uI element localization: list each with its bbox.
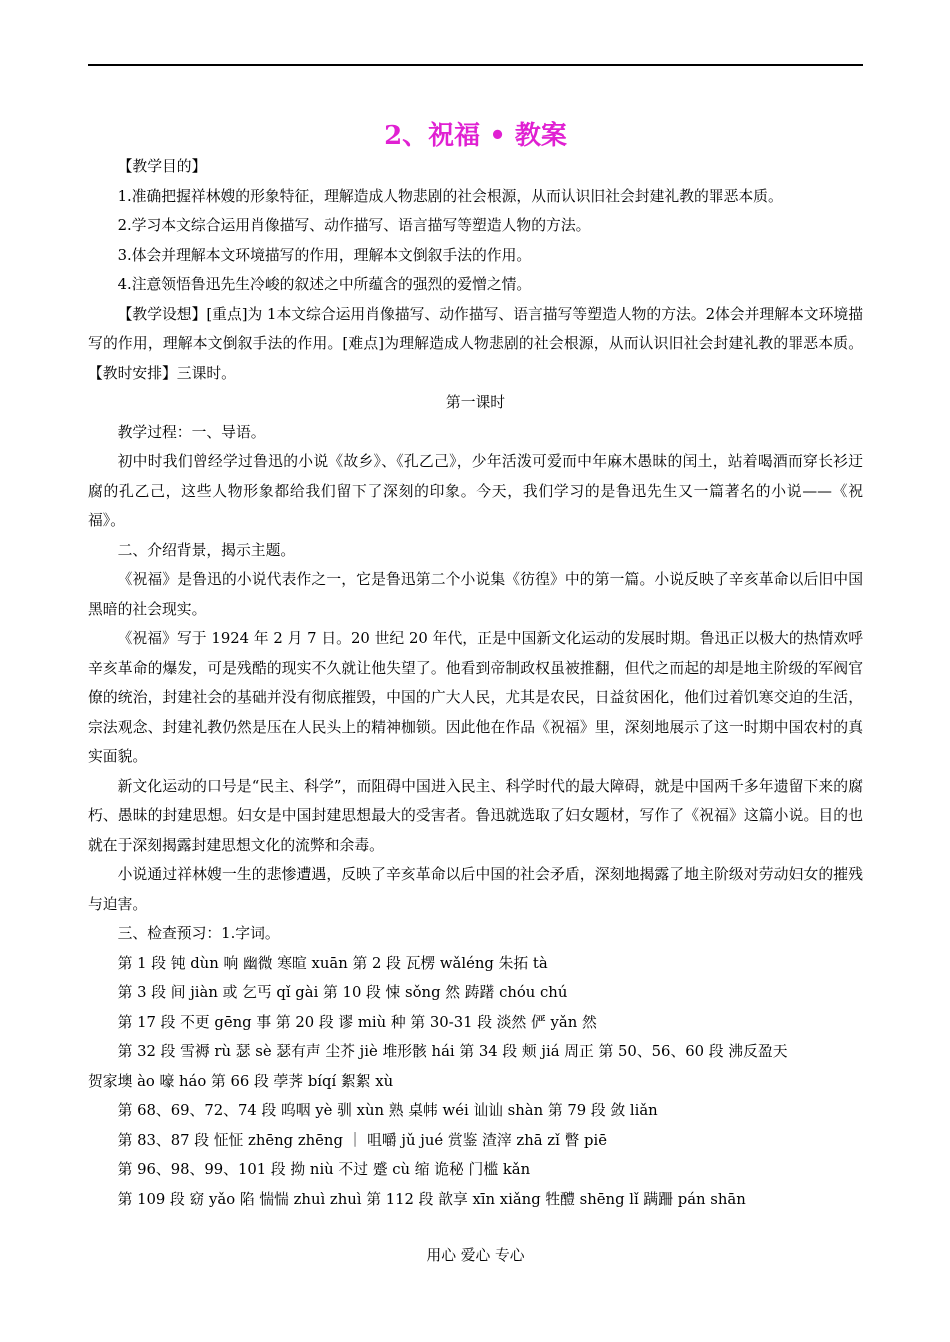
section-heading-objectives: 【教学目的】 [117, 158, 207, 175]
background-paragraph-1: 《祝福》是鲁迅的小说代表作之一，它是鲁迅第二个小说集《彷徨》中的第一篇。小说反映了辛亥革命以后旧中国黑暗的社会现实。 [88, 571, 863, 618]
vocab-line: 第 1 段 钝 dùn 响 幽微 寒暄 xuān 第 2 段 瓦楞 wǎléng 朱拓 tà [117, 954, 548, 972]
objective-4: 4.注意领悟鲁迅先生冷峻的叙述之中所蕴含的强烈的爱憎之情。 [117, 276, 532, 293]
vocab-line: 第 17 段 不更 gēng 事 第 20 段 谬 miù 种 第 30-31 段 淡然 俨 yǎn 然 [117, 1013, 597, 1031]
document-body [88, 152, 863, 1214]
background-heading: 二、介绍背景，揭示主题。 [117, 541, 296, 559]
teaching-design-paragraph: 【教学设想】[重点]为 1本文综合运用肖像描写、动作描写、语言描写等塑造人物的方法。2体会并理解本文环境描写的作用，理解本文倒叙手法的作用。[难点]为理解造成人物悲剧的社会根源，从而认识旧社会封建礼教的罪恶本质。【教时安排】三课时。 [88, 305, 863, 382]
objective-2: 2.学习本文综合运用肖像描写、动作描写、语言描写等塑造人物的方法。 [117, 217, 591, 234]
objective-3: 3.体会并理解本文环境描写的作用，理解本文倒叙手法的作用。 [117, 246, 532, 264]
vocab-line: 贺家墺 ào 嚎 háo 第 66 段 荸荠 bíqí 絮絮 xù [88, 1072, 394, 1090]
lesson-heading: 第一课时 [445, 394, 506, 411]
vocab-line: 第 32 段 雪褥 rù 瑟 sè 瑟有声 尘芥 jiè 堆形骸 hái 第 34 段 颊 jiá 周正 第 50、56、60 段 沸反盈天 [117, 1043, 788, 1060]
vocab-line: 第 83、87 段 怔怔 zhēng zhēng ｜ 咀嚼 jǔ jué 赏鉴 渣滓 zhā zǐ 瞥 piē [117, 1131, 607, 1149]
vocab-line: 第 3 段 间 jiàn 或 乞丐 qǐ gài 第 10 段 悚 sǒng 然 踌躇 chóu chú [117, 984, 568, 1001]
preview-heading: 三、检查预习：1.字词。 [117, 925, 280, 942]
objective-1: 1.准确把握祥林嫂的形象特征，理解造成人物悲剧的社会根源，从而认识旧社会封建礼教的罪恶本质。 [117, 187, 783, 205]
vocab-line: 第 109 段 窈 yǎo 陷 惴惴 zhuì zhuì 第 112 段 歆享 xīn xiǎng 牲醴 shēng lǐ 蹒跚 pán shān [117, 1190, 746, 1208]
theme-paragraph: 小说通过祥林嫂一生的悲惨遭遇，反映了辛亥革命以后中国的社会矛盾，深刻地揭露了地主阶级对劳动妇女的摧残与迫害。 [88, 866, 863, 913]
process-intro: 教学过程：一、导语。 [117, 423, 266, 441]
header-rule [88, 64, 863, 66]
vocab-line: 第 96、98、99、101 段 拗 niù 不过 蹙 cù 缩 诡秘 门槛 kǎn [117, 1161, 531, 1178]
document-title: 2、祝福 • 教案 [384, 121, 567, 151]
page-footer: 用心 爱心 专心 [426, 1247, 525, 1264]
background-paragraph-3: 新文化运动的口号是“民主、科学”，而阻碍中国进入民主、科学时代的最大障碍，就是中国两千多年遗留下来的腐朽、愚昧的封建思想。妇女是中国封建思想最大的受害者。鲁迅就选取了妇女题材，写作了《祝福》这篇小说。目的也就在于深刻揭露封建思想文化的流弊和余毒。 [88, 777, 863, 854]
intro-paragraph: 初中时我们曾经学过鲁迅的小说《故乡》、《孔乙己》，少年活泼可爱而中年麻木愚昧的闰土，站着喝酒而穿长衫迂腐的孔乙己，这些人物形象都给我们留下了深刻的印象。今天，我们学习的是鲁迅先生又一篇著名的小说——《祝福》。 [88, 453, 863, 529]
background-paragraph-2: 《祝福》写于 1924 年 2 月 7 日。20 世纪 20 年代，正是中国新文化运动的发展时期。鲁迅正以极大的热情欢呼辛亥革命的爆发，可是残酷的现实不久就让他失望了。他看到帝制政权虽被推翻，但代之而起的却是地主阶级的军阀官僚的统治，封建社会的基础并没有彻底摧毁，中国的广大人民，尤其是农民，日益贫困化，他们过着饥寒交迫的生活，宗法观念、封建礼教仍然是压在人民头上的精神枷锁。因此他在作品《祝福》里，深刻地展示了这一时期中国农村的真实面貌。 [88, 630, 863, 765]
vocab-line: 第 68、69、72、74 段 呜咽 yè 驯 xùn 熟 桌帏 wéi 讪讪 shàn 第 79 段 敛 liǎn [117, 1102, 658, 1119]
